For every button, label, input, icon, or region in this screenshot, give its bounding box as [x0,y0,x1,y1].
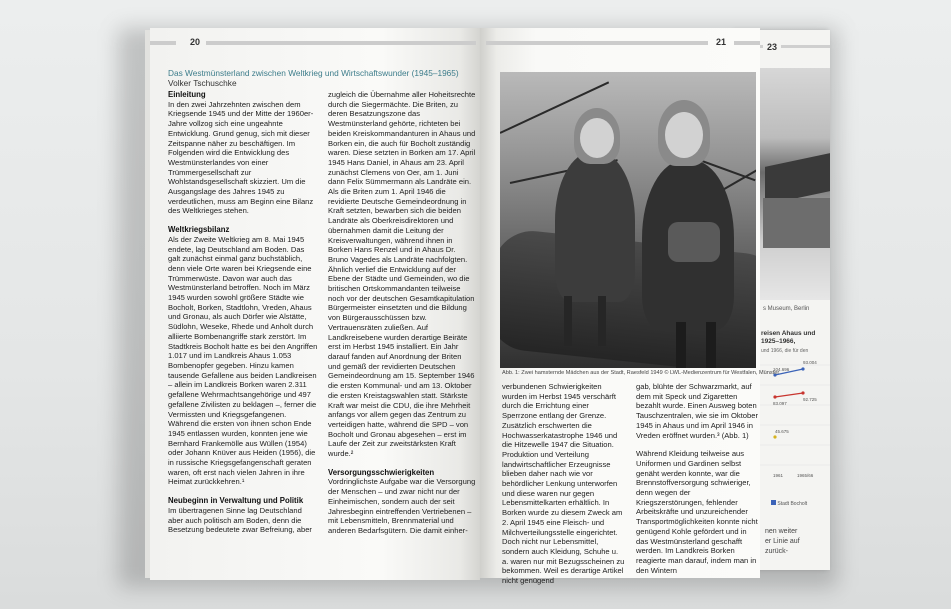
paragraph-gap [168,487,318,496]
legend-swatch [771,500,776,505]
section-heading: Versorgungsschwierigkeiten [328,467,435,477]
back-chart-title: reisen Ahaus und 1925–1966, [761,330,816,345]
paragraph: Als der Zweite Weltkrieg am 8. Mai 1945 endete, lag Deutschland am Boden. Das galt zunächst einmal ganz buchstäblich, denn viele Orte waren bei Kriegsende eine Trümmerwüste. Davon war auch das Westmünsterland betroffen. Noch im März 1945 wurden sowohl größere Städte wie Bocholt, Borken, Stadtlohn, Vreden, Ahaus und Gronau, als auch Dörfer wie Alstätte, Südlohn, Weseke, Rhede und Anholt durch alliierte Bombenangriffe stark zerstört. Im Stadtkreis Bocholt hatte es bei den Angriffen 1.017 und im Landkreis Ahaus 1.053 Bombenopfer gegeben. Hinzu kamen tausende Gefallene aus beiden Landkreisen – allein im Landkreis Borken waren 2.311 gefallene Wehrmachtsangehörige und 497 gefallene Zivilisten zu beklagen –, ferner die Vermissten und Kriegsgefangenen. Während die ersten von ihnen schon Ende 1945 entlassen wurden, konnten jene wie Bernhard Frankemölle aus Wüllen (1954) oder Johann Knüver aus Heiden (1956), die in russische Kriegsgefangenschaft geraten waren, oft erst nach vielen Jahren in ihre Heimat zurückkehren.¹ [168,234,318,487]
photo-caption: Abb. 1: Zwei hamsternde Mädchen aus der Stadt, Raesfeld 1949 © LWL-Medienzentrum für Westfalen, Münster [502,370,780,376]
back-chart-legend: Stadt Bocholt [771,500,807,507]
point-yellow-1 [773,435,776,438]
paragraph: Im übertragenen Sinne lag Deutschland aber auch politisch am Boden, denn die Besetzung bedeutete zwar Befreiung, aber [168,505,312,535]
article-title: Das Westmünsterland zwischen Weltkrieg und Wirtschaftswunder (1945–1965) [168,68,459,78]
chart-tick-0: 1961 [773,473,784,478]
paragraph: In den zwei Jahrzehnten zwischen dem Kriegsende 1945 und der Mitte der 1960er-Jahre vollzog sich eine ungeahnte Entwicklung. Grund genug, sich mit dieser Zeitspanne näher zu beschäftigen. Im Folgenden wird die Entwicklung des Westmünsterlandes von einer Trümmergesellschaft zur Wohlstandsgesellschaft skizziert. Um die Ausgangslage des Jahres 1945 zu verdeutlichen, muss am Beginn eine Bilanz des Weltkrieges stehen. [168,99,314,216]
right-page-column-1 [502,382,626,586]
page-number-20: 20 [190,37,201,47]
paragraph-gap [636,440,758,449]
paragraph: verbundenen Schwierigkeiten wurden im Herbst 1945 verschärft durch die Errichtung einer Sperrzone entlang der Grenze. Zusätzlich erschwerten die Hochwasserkatastrophe 1946 und die Hitzewelle 1947 die Situation. Produktion und Verteilung landwirtschaftlicher Erzeugnisse blieben daher nach wie vor behördlicher Lenkung unterworfen und diese waren nur gegen Lebensmittelkarten erhältlich. In Borken wurde zu diesem Zweck am 2. April 1945 eine Fleisch- und Milchverteilungsstelle eingerichtet. Doch nicht nur Lebensmittel, sondern auch Kleidung, Schuhe u. a. waren nur mit Bezugsscheinen zu bekommen. Weil es derartige Artikel nicht genügend [502,382,625,586]
chart-tick-1: 1965/66 [797,473,814,478]
left-page-column-1 [168,90,318,535]
historic-photo-two-girls [500,72,756,368]
chart-label-4: 45.675 [775,429,789,434]
chart-label-1: 104.696 [773,367,790,372]
page-number-23: 23 [767,42,778,52]
chart-label-3: 83.097 [773,401,787,406]
chart-label-0: 93.004 [803,360,817,365]
back-page-text: nen weiter er Linie auf zurück- [765,528,800,555]
section-heading: Neubeginn in Verwaltung und Politik [168,496,304,506]
paragraph-gap [168,216,318,225]
left-page [150,28,480,580]
point-red-2 [801,391,804,394]
point-blue-2 [801,367,804,370]
section-heading: Weltkriegsbilanz [168,225,230,235]
paragraph: Vordringlichste Aufgabe war die Versorgung der Menschen – und zwar nicht nur der Einheimischen, sondern auch der seit Jahresbeginn eintreffenden Vertriebenen – mit Lebensmitteln, Brennmaterial und anderen Bedarfsgütern. Die damit einher- [328,477,476,535]
paragraph: zugleich die Übernahme aller Hoheitsrechte durch die Siegermächte. Die Briten, zu deren Besatzungszone das Westmünsterland gehörte, richteten bei beiden Kreiskommandanturen in Ahaus und Borken ein, die auch für Bocholt zuständig waren. Diese setzten in Borken am 17. April 1945 Hans Daniel, in Ahaus am 23. April zunächst Clemens von Oer, am 1. Juni dann Felix Sümmermann als Landräte ein. Als die Briten zum 1. April 1946 die revidierte Deutsche Gemeindeordnung in Kraft setzten, bewarben sich die beiden Landräte als Oberkreisdirektoren und übernahmen damit die Leitung der Kreisverwaltungen, während ihnen in Borken Hans Renzel und in Ahaus Dr. Bruno Vagedes als Landräte nachfolgten. Ähnlich verlief die Entwicklung auf der Ebene der Städte und Gemeinden, wo die britischen Ortskommandanten teilweise noch vor der deutschen Gesamtkapitulation Bürgermeister einsetzten und die Bildung von Bürgerausschüssen bzw. Vertrauensräten zuließen. Auf Landkreisebene wurden derartige Beiräte erst im Herbst 1945 installiert. Ein Jahr darauf fanden auf Anordnung der Briten und gemäß der revidierten Deutschen Gemeindeordnung am 15. September 1946 die ersten Kommunal- und am 13. Oktober die ersten Kreistagswahlen statt. Stärkste Kraft war meist die CDU, die ihre Mehrheit anfangs vor allem gegen das Zentrum zu verteidigen hatte, während die SPD – von Bocholt und Gronau abgesehen – erst im Laufe der Zeit zur zweitstärksten Kraft wurde.² [328,90,476,459]
paragraph: Während Kleidung teilweise aus Uniformen und Gardinen selbst genäht werden konnte, war die Brennstoffversorgung schwieriger, denn wegen der Kriegszerstörungen, fehlender Arbeitskräfte und unzureichender Transportmöglichkeiten konnte nicht genügend Kohle gefördert und in das Westmünsterland geschafft werden. Im Landkreis Borken reagierte man darauf, indem man in den Wintern [636,449,758,575]
point-red-1 [773,395,776,398]
section-heading: Einleitung [168,90,206,99]
bundle [668,222,720,262]
back-page-chart [755,355,830,495]
back-chart-subtitle: und 1966, die für den [761,348,809,354]
series-line-red [775,393,803,397]
paragraph-gap [328,459,476,468]
left-page-column-2 [328,90,476,536]
page-number-21: 21 [716,37,727,47]
girl-left [555,152,635,302]
back-page-caption: s Museum, Berlin [763,306,810,312]
article-author: Volker Tschuschke [168,78,237,88]
paragraph: gab, blühte der Schwarzmarkt, auf dem mit Speck und Zigaretten bezahlt wurde. Einen Ausweg boten Tauschzentralen, wie sie im Oktober 1945 in Ahaus und im April 1946 in Vreden eröffnet wurden.³ (Abb. 1) [636,382,758,440]
chart-label-2: 92.725 [803,397,817,402]
right-page-column-2 [636,382,758,575]
